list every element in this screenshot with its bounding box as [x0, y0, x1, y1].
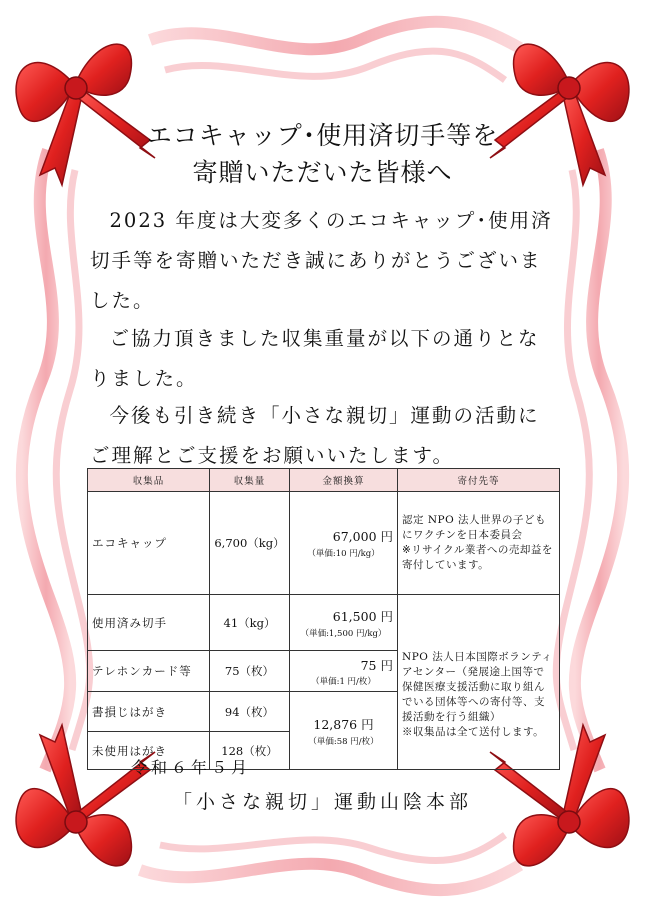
- row-amount-shared: 12,876 円: [313, 716, 374, 732]
- header-qty: 収集量: [210, 469, 290, 492]
- row-item: テレホンカード等: [88, 651, 210, 692]
- row-qty: 75（枚）: [210, 651, 290, 692]
- row-unit-price: （単価:1,500 円/kg）: [300, 628, 387, 639]
- title-line-2: 寄贈いただいた皆様へ: [192, 158, 453, 187]
- row-qty: 128（枚）: [210, 732, 290, 770]
- row-amount-cell: [290, 651, 398, 692]
- row-amount-cell: [290, 595, 398, 651]
- header-item: 収集品: [88, 469, 210, 492]
- organization-name: 「小さな親切」運動山陰本部: [172, 791, 472, 813]
- paragraph-request: 今後も引き続き「小さな親切」運動の活動にご理解とご支援をお願いいたします。: [90, 404, 540, 467]
- table-row: [88, 595, 560, 651]
- collection-table: [87, 468, 560, 770]
- row-amount-cell: [290, 492, 398, 595]
- row-unit-price-shared: （単価:58 円/枚）: [308, 736, 379, 747]
- row-item: 使用済み切手: [88, 595, 210, 651]
- title-line-1: エコキャップ･使用済切手等を: [146, 121, 499, 150]
- row-qty: 41（kg）: [210, 595, 290, 651]
- row-amount: 75 円: [360, 657, 393, 673]
- row-amount-cell-shared: [290, 692, 398, 770]
- row-amount: 61,500 円: [332, 608, 393, 624]
- header-destination: 寄付先等: [398, 469, 560, 492]
- row-unit-price: （単価:1 円/枚）: [311, 676, 376, 687]
- row-qty: 94（枚）: [210, 692, 290, 732]
- row-unit-price: （単価:10 円/kg）: [307, 549, 380, 559]
- row-item: エコキャップ: [88, 492, 210, 595]
- issue-date: 令和６年５月: [131, 758, 252, 777]
- header-amount: 金額換算: [290, 469, 398, 492]
- row-item: 未使用はがき: [88, 732, 210, 770]
- row-qty: 6,700（kg）: [210, 492, 290, 595]
- paragraph-results: ご協力頂きました収集重量が以下の通りとなりました。: [90, 327, 540, 390]
- row-destination-shared: NPO 法人日本国際ボランティアセンター（発展途上国等で保健医療支援活動に取り組んでいる団体等への寄付等、支援活動を行う組織） ※収集品は全て送付します。: [398, 595, 560, 770]
- row-destination: 認定 NPO 法人世界の子どもにワクチンを日本委員会 ※リサイクル業者への売却益を寄付しています。: [398, 492, 560, 595]
- table-header-row: [88, 469, 560, 492]
- row-item: 書損じはがき: [88, 692, 210, 732]
- table-row: [88, 492, 560, 595]
- paragraph-thanks: 2023 年度は大変多くのエコキャップ･使用済切手等を寄贈いただき誠にありがとうございました。: [90, 209, 553, 312]
- row-amount: 67,000 円: [332, 529, 393, 544]
